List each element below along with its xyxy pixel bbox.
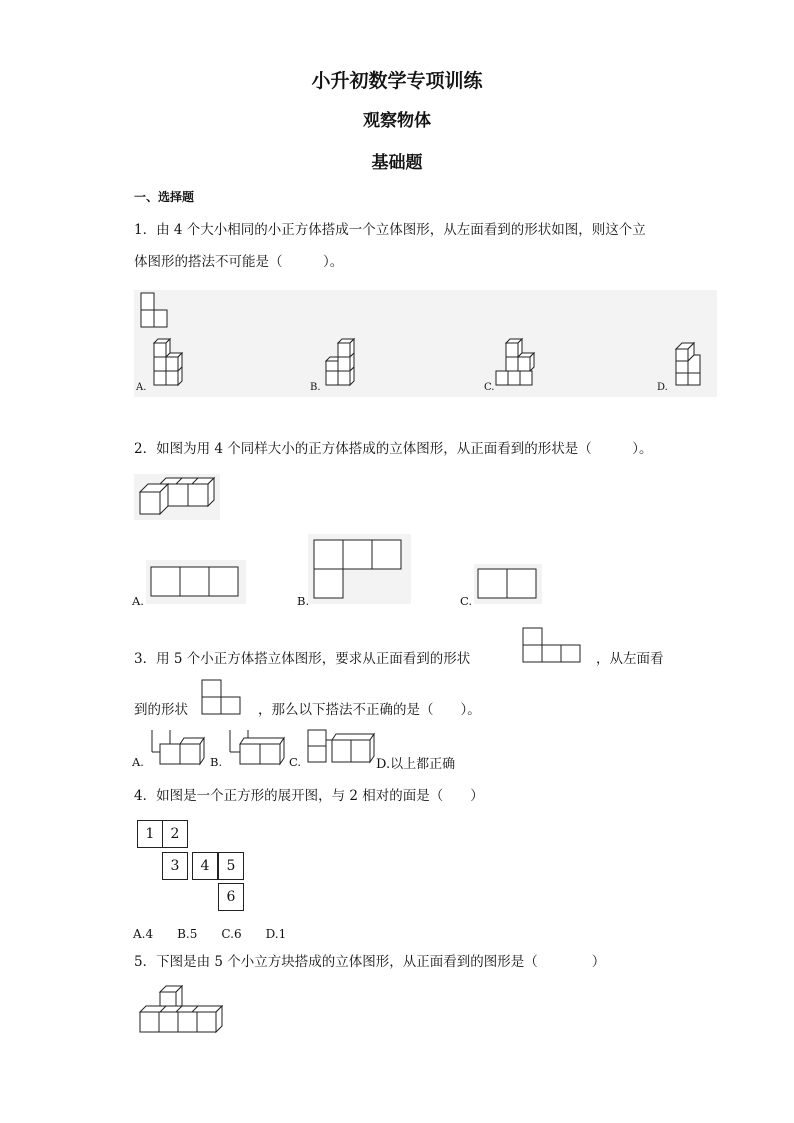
q3-text-line1-a: 3．用 5 个小正方体搭立体图形，要求从正面看到的形状 <box>134 651 471 667</box>
net-face-2: 2 <box>162 820 188 848</box>
q2-option-b[interactable]: B. <box>297 594 310 608</box>
section-heading: 一、选择题 <box>134 190 195 204</box>
q2-option-c[interactable]: C. <box>460 594 473 608</box>
q3-text-line2-b: ，那么以下搭法不正确的是（ ）。 <box>258 702 481 718</box>
q1-option-c-figure <box>494 333 540 391</box>
q4-text: 4．如图是一个正方形的展开图，与 2 相对的面是（ ） <box>134 788 484 804</box>
net-face-4: 4 <box>192 852 218 880</box>
q1-text-line1: 1．由 4 个大小相同的小正方体搭成一个立体图形，从左面看到的形状如图，则这个立 <box>134 222 646 238</box>
net-face-3: 3 <box>162 852 188 880</box>
q5-text: 5．下图是由 5 个小立方块搭成的立体图形，从正面看到的图形是（ ） <box>134 954 606 970</box>
q1-option-a[interactable]: A. <box>136 382 147 393</box>
q3-option-d[interactable]: D.以上都正确 <box>376 757 456 772</box>
q3-text-line1-b: ，从左面看 <box>596 651 664 667</box>
doc-title: 小升初数学专项训练 <box>311 70 483 92</box>
net-face-1: 1 <box>137 820 163 848</box>
q1-option-d[interactable]: D. <box>657 382 668 393</box>
q2-option-c-figure <box>478 569 540 601</box>
q1-option-b-figure <box>320 337 362 391</box>
q3-option-b-figure <box>226 730 288 766</box>
q3-front-view <box>522 627 584 665</box>
net-face-5: 5 <box>218 852 244 880</box>
q1-figure-panel <box>134 290 717 397</box>
q3-option-b[interactable]: B. <box>210 755 223 769</box>
q2-option-a-figure <box>151 567 241 599</box>
q3-option-c-figure <box>306 728 378 766</box>
q1-option-b[interactable]: B. <box>310 382 321 393</box>
q2-solid-figure <box>136 478 218 518</box>
q1-option-a-figure <box>148 333 190 391</box>
q1-text-line2: 体图形的搭法不可能是（ ）。 <box>134 254 344 270</box>
doc-level: 基础题 <box>371 153 423 173</box>
q3-option-c[interactable]: C. <box>289 755 302 769</box>
q2-option-a[interactable]: A. <box>132 594 144 608</box>
q2-option-b-figure <box>314 540 406 602</box>
q1-left-view <box>140 292 170 332</box>
q2-text: 2．如图为用 4 个同样大小的正方体搭成的立体图形，从正面看到的形状是（ ）。 <box>134 441 653 457</box>
q5-solid-figure <box>138 986 228 1036</box>
q1-option-c[interactable]: C. <box>484 382 495 393</box>
net-face-6: 6 <box>218 883 244 911</box>
q3-option-a-figure <box>148 730 210 766</box>
doc-subtitle: 观察物体 <box>363 111 431 131</box>
q4-options[interactable]: A.4 B.5 C.6 D.1 <box>133 927 287 941</box>
q3-left-view <box>201 679 245 717</box>
q3-option-a[interactable]: A. <box>132 755 144 769</box>
q3-text-line2-a: 到的形状 <box>134 702 188 718</box>
q1-option-d-figure <box>668 341 708 391</box>
